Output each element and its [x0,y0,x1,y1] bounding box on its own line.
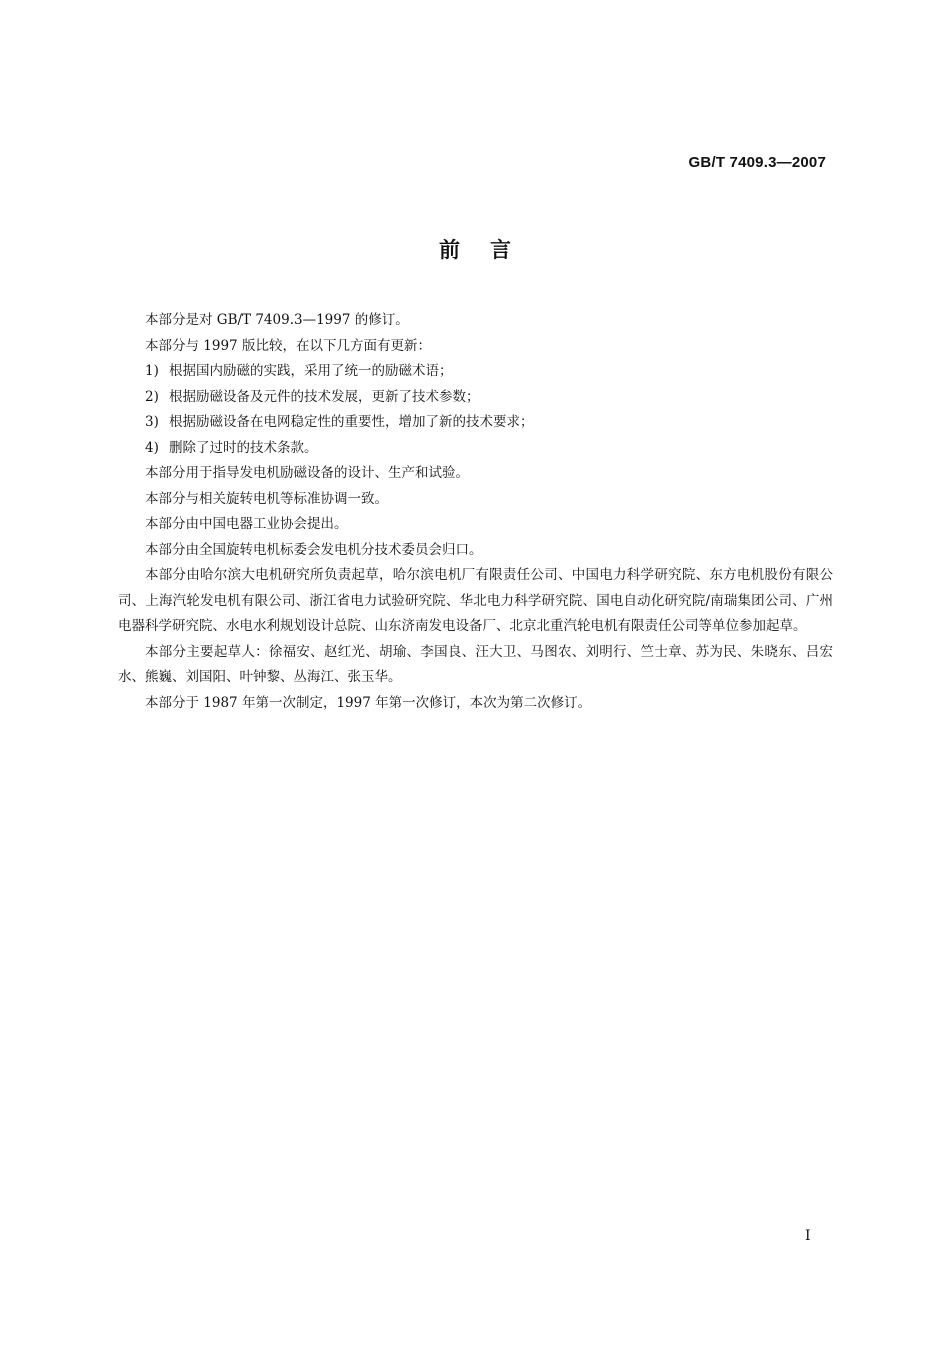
paragraph: 本部分是对 GB/T 7409.3—1997 的修订。 [145,312,409,328]
list-item-number: 2) [145,388,159,405]
list-item-text: 根据国内励磁的实践，采用了统一的励磁术语； [169,363,453,379]
list-item [118,359,833,385]
paragraph: 本部分由中国电器工业协会提出。 [145,516,348,532]
standard-code: GB/T 7409.3—2007 [688,154,826,171]
paragraph: 本部分由哈尔滨大电机研究所负责起草，哈尔滨电机厂有限责任公司、中国电力科学研究院、东方电机股份有限公司、上海汽轮发电机有限公司、浙江省电力试验研究院、华北电力科学研究院、国电自动化研究院/南瑞集团公司、广州电器科学研究院、水电水利规划设计总院、山东济南发电设备厂、北京北重汽轮电机有限责任公司等单位参加起草。 [118,567,833,634]
list-item-number: 3) [145,414,159,430]
paragraph: 本部分与 1997 版比较，在以下几方面有更新： [145,337,431,354]
page-number: I [805,1228,811,1244]
paragraph: 本部分与相关旋转电机等标准协调一致。 [145,490,388,507]
list-item [118,410,833,436]
page-title: 前言 [439,238,541,262]
preface-body [118,308,833,716]
paragraph: 本部分于 1987 年第一次制定，1997 年第一次修订，本次为第二次修订。 [145,694,592,711]
list-item-text: 根据励磁设备及元件的技术发展，更新了技术参数； [169,388,480,405]
list-item-number: 1) [145,363,159,379]
list-item-text: 删除了过时的技术条款。 [169,439,318,456]
paragraph: 本部分由全国旋转电机标委会发电机分技术委员会归口。 [145,541,483,558]
list-item-number: 4) [145,439,159,456]
paragraph: 本部分用于指导发电机励磁设备的设计、生产和试验。 [145,465,469,481]
list-item-text: 根据励磁设备在电网稳定性的重要性，增加了新的技术要求； [169,414,534,430]
list-item [118,436,833,462]
list-item [118,385,833,411]
paragraph: 本部分主要起草人：徐福安、赵红光、胡瑜、李国良、汪大卫、马图农、刘明行、竺士章、苏为民、朱晓东、吕宏水、熊巍、刘国阳、叶钟黎、丛海江、张玉华。 [118,643,833,685]
